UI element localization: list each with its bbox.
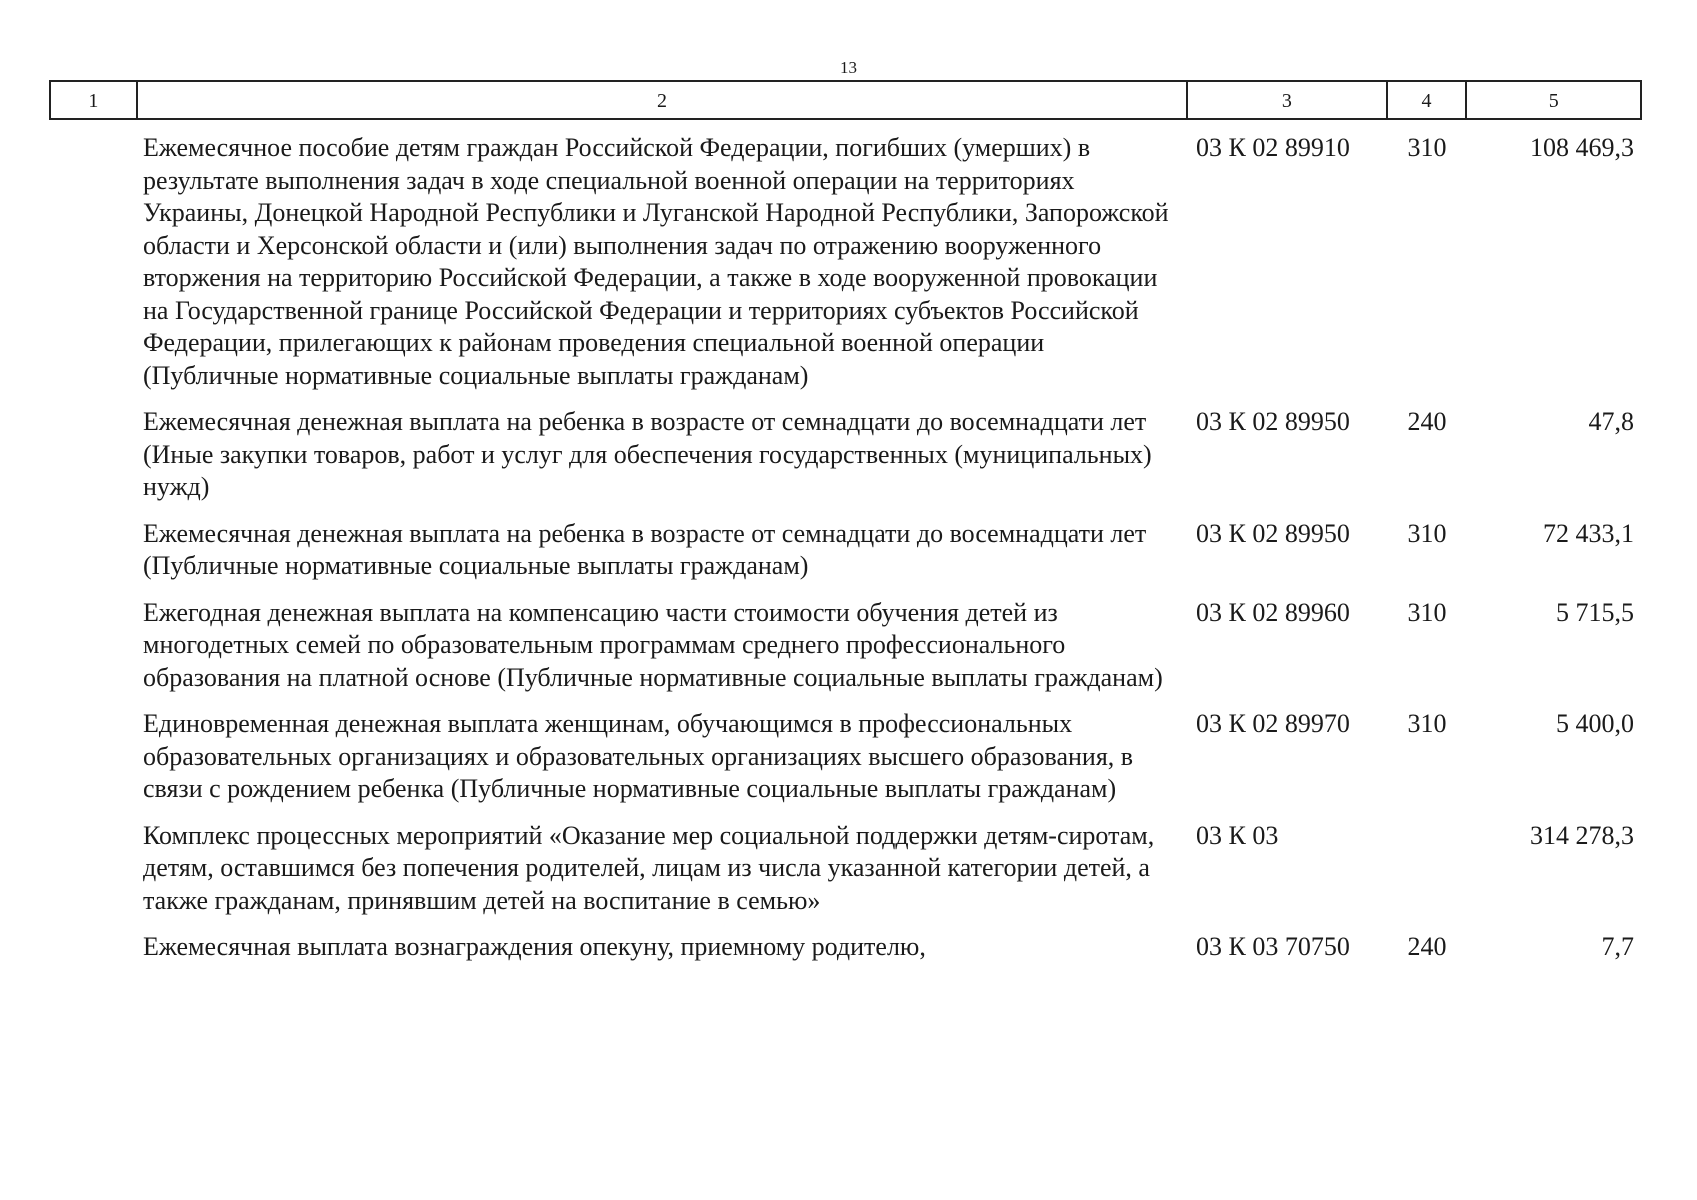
- row-code: 03 К 02 89970: [1196, 709, 1350, 738]
- row-name: Ежемесячная денежная выплата на ребенка в возрасте от семнадцати до восемнадцати лет (Иные закупки товаров, работ и услуг для обеспечения государственных (муниципальных) нужд): [143, 407, 1152, 501]
- row-index-cell: [49, 708, 134, 806]
- row-amount: 5 400,0: [1556, 709, 1634, 738]
- header-column-2: 2: [136, 82, 1186, 118]
- row-name: Ежемесячная денежная выплата на ребенка в возрасте от семнадцати до восемнадцати лет (Публичные нормативные социальные выплаты гражданам): [143, 518, 1147, 580]
- header-column-1: 1: [88, 90, 99, 112]
- row-code: 03 К 02 89950: [1196, 518, 1350, 548]
- table-row: [49, 406, 1642, 504]
- row-amount: 108 469,3: [1530, 133, 1634, 162]
- row-amount: 7,7: [1601, 932, 1634, 961]
- row-index-cell: [49, 931, 134, 964]
- table-row: [49, 931, 1642, 964]
- row-amount: 5 715,5: [1556, 597, 1634, 627]
- row-name: Ежемесячная выплата вознаграждения опекуну, приемному родителю,: [143, 932, 926, 961]
- row-code: 03 К 03: [1196, 820, 1279, 850]
- row-kind: 310: [1407, 133, 1447, 162]
- header-column-5: 5: [1465, 82, 1640, 118]
- row-kind: 240: [1407, 407, 1447, 436]
- row-amount: 314 278,3: [1530, 820, 1634, 850]
- table-header: [49, 80, 1642, 120]
- table-row: [49, 518, 1642, 583]
- row-amount: 47,8: [1588, 407, 1634, 436]
- table-row: [49, 132, 1642, 392]
- row-kind: 310: [1407, 597, 1447, 627]
- row-index-cell: [49, 820, 134, 918]
- table-row: [49, 597, 1642, 695]
- row-name: Ежемесячное пособие детям граждан Российской Федерации, погибших (умерших) в результате выполнения задач в ходе специальной военной операции на территориях Украины, Донецкой Народной Республики и Луганской Народной Республики, Запорожской области и Херсонской области и (или) выполнения задач по отражению вооруженного вторжения на территорию Российской Федерации, а также в ходе вооруженной провокации на Государственной границе Российской Федерации и территориях субъектов Российской Федерации, прилегающих к районам проведения специальной военной операции (Публичные нормативные социальные выплаты гражданам): [143, 133, 1169, 390]
- row-index-cell: [49, 518, 134, 583]
- row-code: 03 К 02 89910: [1196, 133, 1350, 162]
- row-kind: 310: [1407, 709, 1447, 738]
- row-index-cell: [49, 132, 134, 392]
- row-kind: 240: [1407, 932, 1447, 961]
- table-body: [49, 132, 1642, 964]
- row-code: 03 К 02 89960: [1196, 597, 1350, 627]
- header-column-3: 3: [1186, 82, 1386, 118]
- table-row: [49, 820, 1642, 918]
- row-name: Ежегодная денежная выплата на компенсацию части стоимости обучения детей из многодетных семей по образовательным программам среднего профессионального образования на платной основе (Публичные нормативные социальные выплаты гражданам): [143, 597, 1163, 692]
- budget-table: [49, 80, 1642, 978]
- row-kind: 310: [1407, 518, 1447, 548]
- page-number: 13: [840, 58, 857, 77]
- row-name: Единовременная денежная выплата женщинам, обучающимся в профессиональных образовательных организациях и образовательных организациях высшего образования, в связи с рождением ребенка (Публичные нормативные социальные выплаты гражданам): [143, 709, 1134, 803]
- table-row: [49, 708, 1642, 806]
- row-amount: 72 433,1: [1543, 518, 1634, 548]
- row-index-cell: [49, 406, 134, 504]
- row-name: Комплекс процессных мероприятий «Оказание мер социальной поддержки детям-сиротам, детям, оставшимся без попечения родителей, лицам из числа указанной категории детей, а также гражданам, принявшим детей на воспитание в семью»: [143, 820, 1155, 915]
- row-index-cell: [49, 597, 134, 695]
- row-kind: [1387, 820, 1467, 918]
- header-column-4: 4: [1386, 82, 1466, 118]
- row-code: 03 К 02 89950: [1196, 407, 1350, 436]
- row-code: 03 К 03 70750: [1196, 932, 1350, 961]
